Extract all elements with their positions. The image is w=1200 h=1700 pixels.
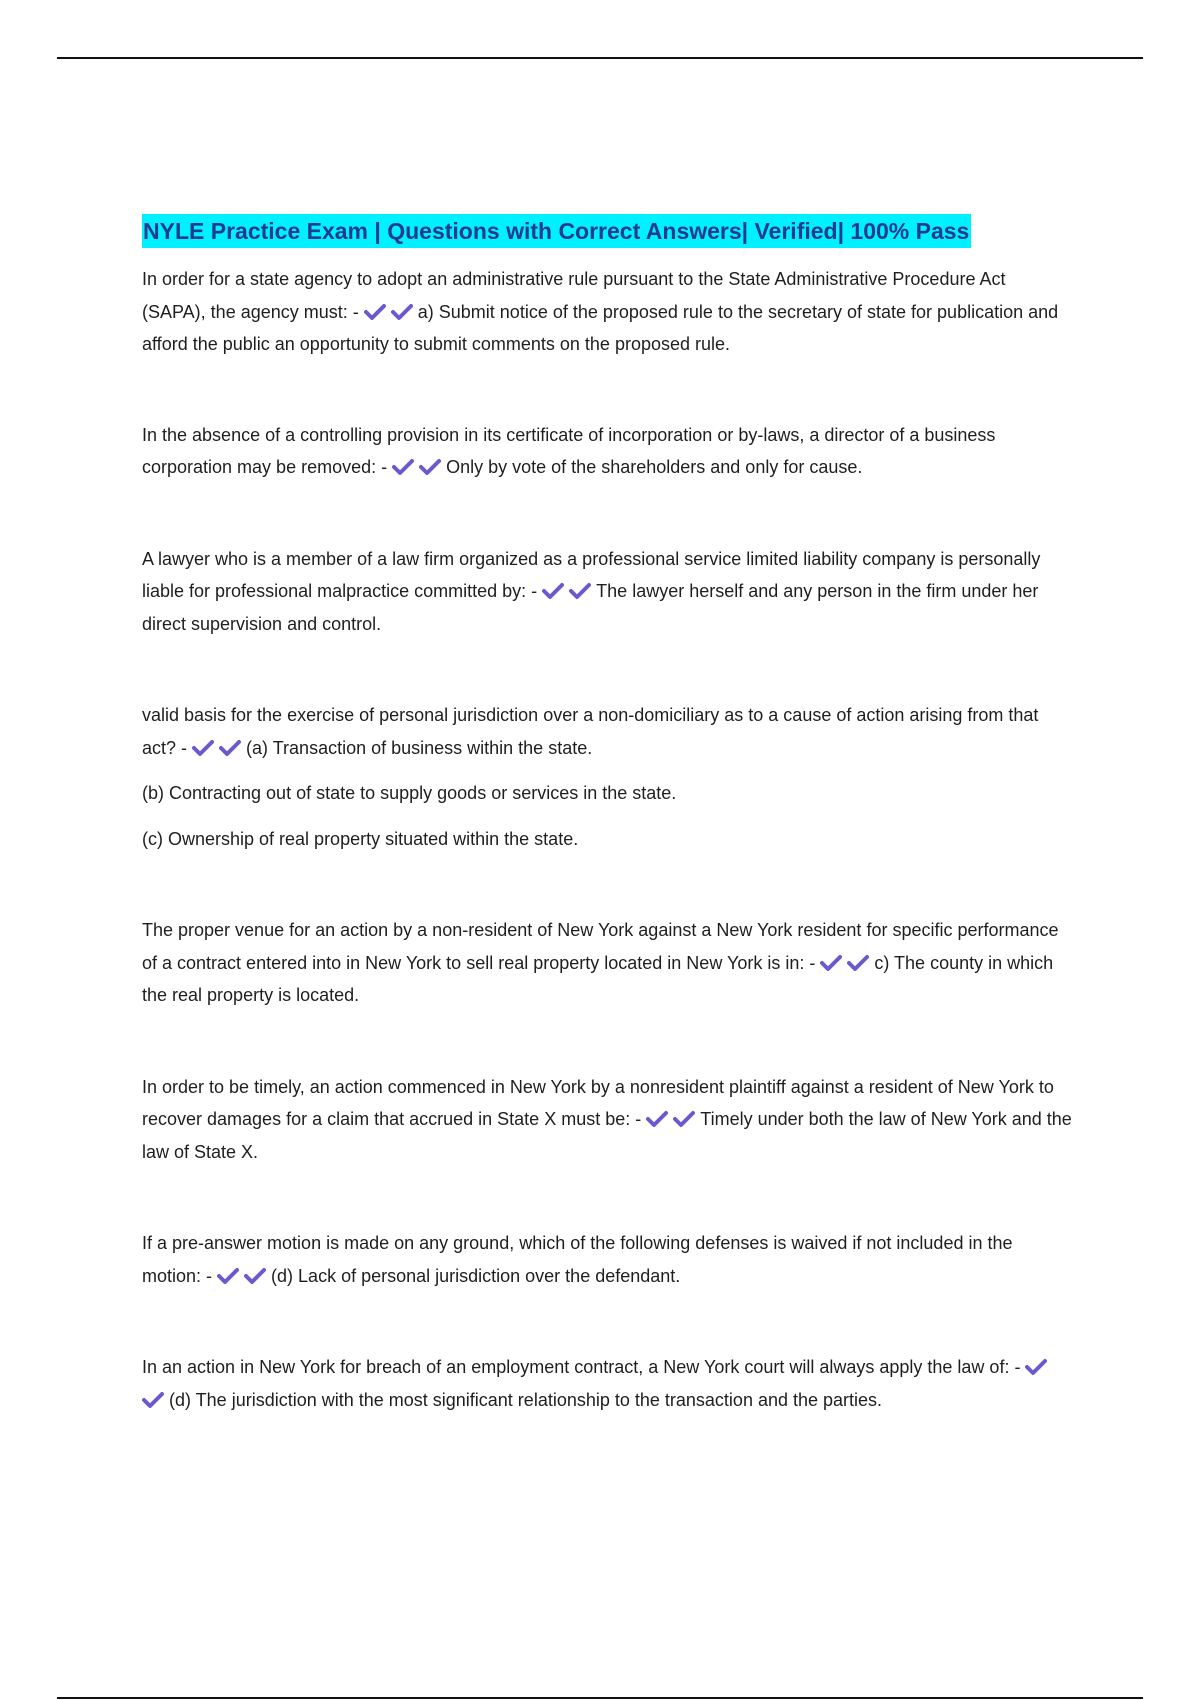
- qa-item-5: [142, 914, 1072, 1012]
- answer-text: a) Submit notice of the proposed rule to the secretary of state for publication and afford the public an opportunity to submit comments on the proposed rule.: [142, 301, 1059, 354]
- qa-item-1: [142, 263, 1072, 361]
- qa-text: [142, 699, 1072, 764]
- qa-text: [142, 1351, 1072, 1416]
- qa-text: [142, 543, 1072, 641]
- check-icon: [217, 1263, 239, 1281]
- check-icon: [391, 299, 413, 317]
- check-icon: [392, 454, 414, 472]
- question-text: In order for a state agency to adopt an administrative rule pursuant to the State Administrative Procedure Act (SAPA), the agency must: -: [142, 269, 1006, 322]
- check-icon: [646, 1106, 668, 1124]
- bottom-divider: [57, 1697, 1143, 1699]
- check-icon: [569, 578, 591, 596]
- qa-item-4: [142, 699, 1072, 855]
- answer-extra-line: (c) Ownership of real property situated within the state.: [142, 828, 579, 849]
- answer-text: (d) Lack of personal jurisdiction over the defendant.: [271, 1265, 681, 1286]
- question-text: In the absence of a controlling provision in its certificate of incorporation or by-laws, a director of a business corporation may be removed: -: [142, 424, 996, 477]
- question-text: valid basis for the exercise of personal jurisdiction over a non-domiciliary as to a cause of action arising from that act? -: [142, 705, 1039, 758]
- answer-text: Timely under both the law of New York and the law of State X.: [142, 1109, 1072, 1162]
- check-icon: [673, 1106, 695, 1124]
- document-title: NYLE Practice Exam | Questions with Correct Answers| Verified| 100% Pass: [142, 214, 971, 248]
- check-icon: [847, 950, 869, 968]
- check-icon: [244, 1263, 266, 1281]
- check-icon: [820, 950, 842, 968]
- answer-text: c) The county in which the real property is located.: [142, 952, 1054, 1005]
- qa-text: [142, 914, 1072, 1012]
- qa-item-6: [142, 1071, 1072, 1169]
- answer-text: (a) Transaction of business within the state.: [246, 737, 593, 758]
- answer-text: The lawyer herself and any person in the firm under her direct supervision and control.: [142, 581, 1039, 634]
- check-icon: [142, 1387, 164, 1405]
- top-divider: [57, 57, 1143, 59]
- check-icon: [364, 299, 386, 317]
- check-icon: [542, 578, 564, 596]
- check-icon: [219, 735, 241, 753]
- qa-text: [142, 1227, 1072, 1292]
- answer-text: Only by vote of the shareholders and only for cause.: [446, 457, 863, 477]
- qa-text: [142, 419, 1072, 484]
- qa-item-2: [142, 419, 1072, 484]
- answer-text: (d) The jurisdiction with the most significant relationship to the transaction and the parties.: [169, 1389, 883, 1410]
- answer-extra-line: (b) Contracting out of state to supply goods or services in the state.: [142, 783, 677, 803]
- question-text: If a pre-answer motion is made on any ground, which of the following defenses is waived if not included in the motion: -: [142, 1233, 1013, 1286]
- qa-text: [142, 1071, 1072, 1169]
- qa-text: [142, 263, 1072, 361]
- qa-item-3: [142, 543, 1072, 641]
- document-content: [142, 214, 1072, 1416]
- question-text: The proper venue for an action by a non-resident of New York against a New York resident for specific performance of a contract entered into in New York to sell real property located in New York is in: -: [142, 920, 1059, 973]
- check-icon: [1025, 1354, 1047, 1372]
- question-text: In an action in New York for breach of an employment contract, a New York court will always apply the law of: -: [142, 1357, 1021, 1377]
- check-icon: [419, 454, 441, 472]
- question-text: In order to be timely, an action commenced in New York by a nonresident plaintiff against a resident of New York to recover damages for a claim that accrued in State X must be: -: [142, 1076, 1054, 1129]
- qa-item-7: [142, 1227, 1072, 1292]
- question-text: A lawyer who is a member of a law firm organized as a professional service limited liability company is personally liable for professional malpractice committed by: -: [142, 548, 1041, 601]
- check-icon: [192, 735, 214, 753]
- qa-item-8: [142, 1351, 1072, 1416]
